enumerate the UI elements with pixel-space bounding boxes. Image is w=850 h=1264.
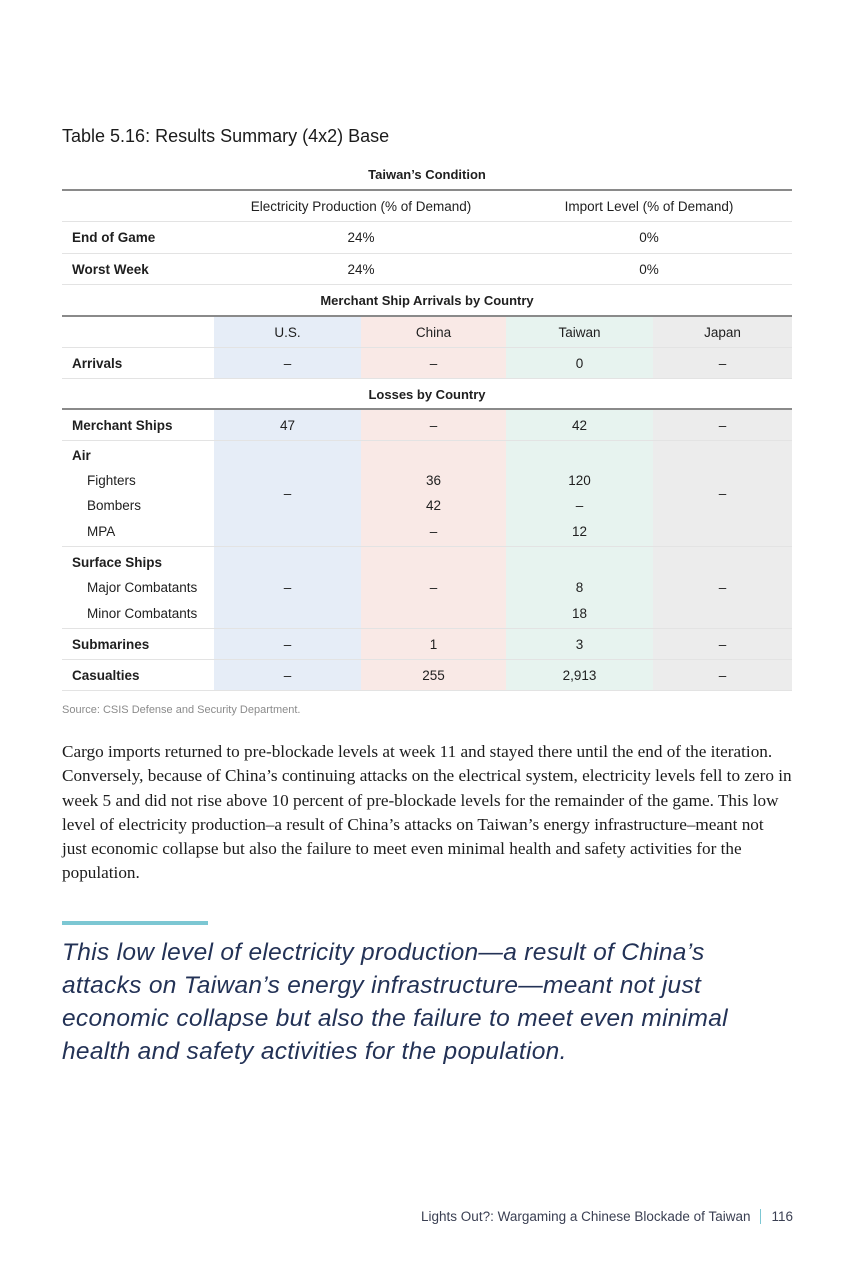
table-cell: 0% [639, 262, 659, 277]
table-cell: 42 [571, 418, 588, 433]
table-row [62, 348, 792, 379]
table-cell: 3 [575, 637, 584, 652]
row-label: Merchant Ships [72, 418, 173, 433]
table-row [62, 660, 792, 691]
col-header-china: China [415, 325, 452, 340]
table-row [62, 600, 792, 626]
col-header-japan: Japan [704, 325, 741, 340]
col-header-taiwan: Taiwan [558, 325, 601, 340]
table-cell-japan-air: – [718, 485, 727, 501]
section-header-label: Taiwan’s Condition [368, 167, 486, 182]
table-row [62, 191, 792, 222]
table-source: Source: CSIS Defense and Security Department. [62, 704, 301, 716]
table-cell: – [718, 668, 727, 683]
table-row [62, 410, 792, 441]
row-label: Worst Week [72, 262, 149, 277]
table-cell: – [429, 418, 438, 433]
table-cell: – [283, 356, 292, 371]
table-cell: 120 [568, 473, 591, 488]
sub-row-label: Minor Combatants [87, 605, 198, 621]
col-header-us: U.S. [274, 325, 301, 340]
table-cell: 24% [347, 230, 375, 245]
section-header-arrivals [62, 285, 792, 316]
table-row [62, 254, 792, 285]
divider [62, 546, 792, 547]
table-row [62, 518, 792, 544]
table-cell: – [718, 418, 727, 433]
table-cell: – [283, 637, 292, 652]
row-label: End of Game [72, 230, 156, 245]
table-cell: 12 [571, 523, 588, 539]
sub-row-label: Major Combatants [87, 580, 198, 595]
table-cell: 24% [347, 262, 375, 277]
table-cell: 2,913 [562, 668, 597, 683]
table-cell: 1 [429, 637, 438, 652]
sub-row-label: Fighters [87, 473, 136, 488]
air-merged-row [62, 468, 792, 518]
table-cell: – [283, 668, 292, 683]
table-row [62, 222, 792, 253]
group-header-surface [62, 548, 792, 576]
table-cell: – [429, 580, 438, 595]
table-cell: 255 [422, 668, 445, 683]
group-header-air [62, 441, 792, 469]
row-label: Submarines [72, 637, 150, 652]
table-cell: – [575, 498, 584, 513]
sub-row-label: Bombers [87, 498, 142, 513]
row-label: Casualties [72, 668, 140, 683]
pull-quote-accent-bar [62, 921, 208, 925]
table-cell: – [429, 523, 438, 539]
section-header-losses [62, 379, 792, 410]
table-cell: 42 [425, 498, 442, 513]
page-footer [421, 1209, 793, 1224]
row-label: Arrivals [72, 356, 123, 371]
section-header-label: Losses by Country [368, 387, 486, 402]
page-number: 116 [771, 1209, 793, 1224]
body-paragraph: Cargo imports returned to pre-blockade levels at week 11 and stayed there until the end of the iteration. Conversely, because of China’s continuing attacks on the electrical system, electricity levels fell to zero in week 5 and did not rise above 10 percent of pre-blockade levels for the remainder of the game. This low level of electricity production–a result of China’s attacks on Taiwan’s energy infrastructure–meant not just economic collapse but also the failure to meet even minimal health and safety activities for the population. [62, 742, 792, 883]
section-header-taiwan-condition [62, 159, 792, 190]
table-row [62, 575, 792, 600]
col-header-electricity: Electricity Production (% of Demand) [250, 199, 472, 214]
table-cell: 36 [425, 473, 442, 488]
table-cell-us-air: – [283, 485, 292, 501]
table-cell: 47 [279, 418, 296, 433]
table-row [62, 629, 792, 660]
table-cell: – [718, 356, 727, 371]
table-row [62, 317, 792, 348]
footer-separator [760, 1209, 761, 1224]
table-cell: – [283, 580, 292, 595]
table-title: Table 5.16: Results Summary (4x2) Base [62, 126, 390, 146]
table-cell: – [429, 356, 438, 371]
divider [62, 690, 792, 691]
sub-row-label: MPA [87, 523, 116, 539]
row-label: Surface Ships [72, 554, 163, 570]
table-cell: 18 [571, 605, 588, 621]
pull-quote: This low level of electricity production—a result of China’s attacks on Taiwan’s energy infrastructure—meant not just economic collapse but also the failure to meet even minimal health and safety activities for the population. [62, 939, 728, 1065]
table-cell: 8 [575, 580, 584, 595]
table-cell: – [718, 580, 727, 595]
section-header-label: Merchant Ship Arrivals by Country [320, 293, 534, 308]
footer-title: Lights Out?: Wargaming a Chinese Blockade of Taiwan [421, 1209, 751, 1224]
col-header-import: Import Level (% of Demand) [564, 199, 734, 214]
table-cell: 0 [575, 356, 584, 371]
table-cell: 0% [639, 230, 659, 245]
row-label: Air [72, 447, 91, 463]
table-cell: – [718, 637, 727, 652]
